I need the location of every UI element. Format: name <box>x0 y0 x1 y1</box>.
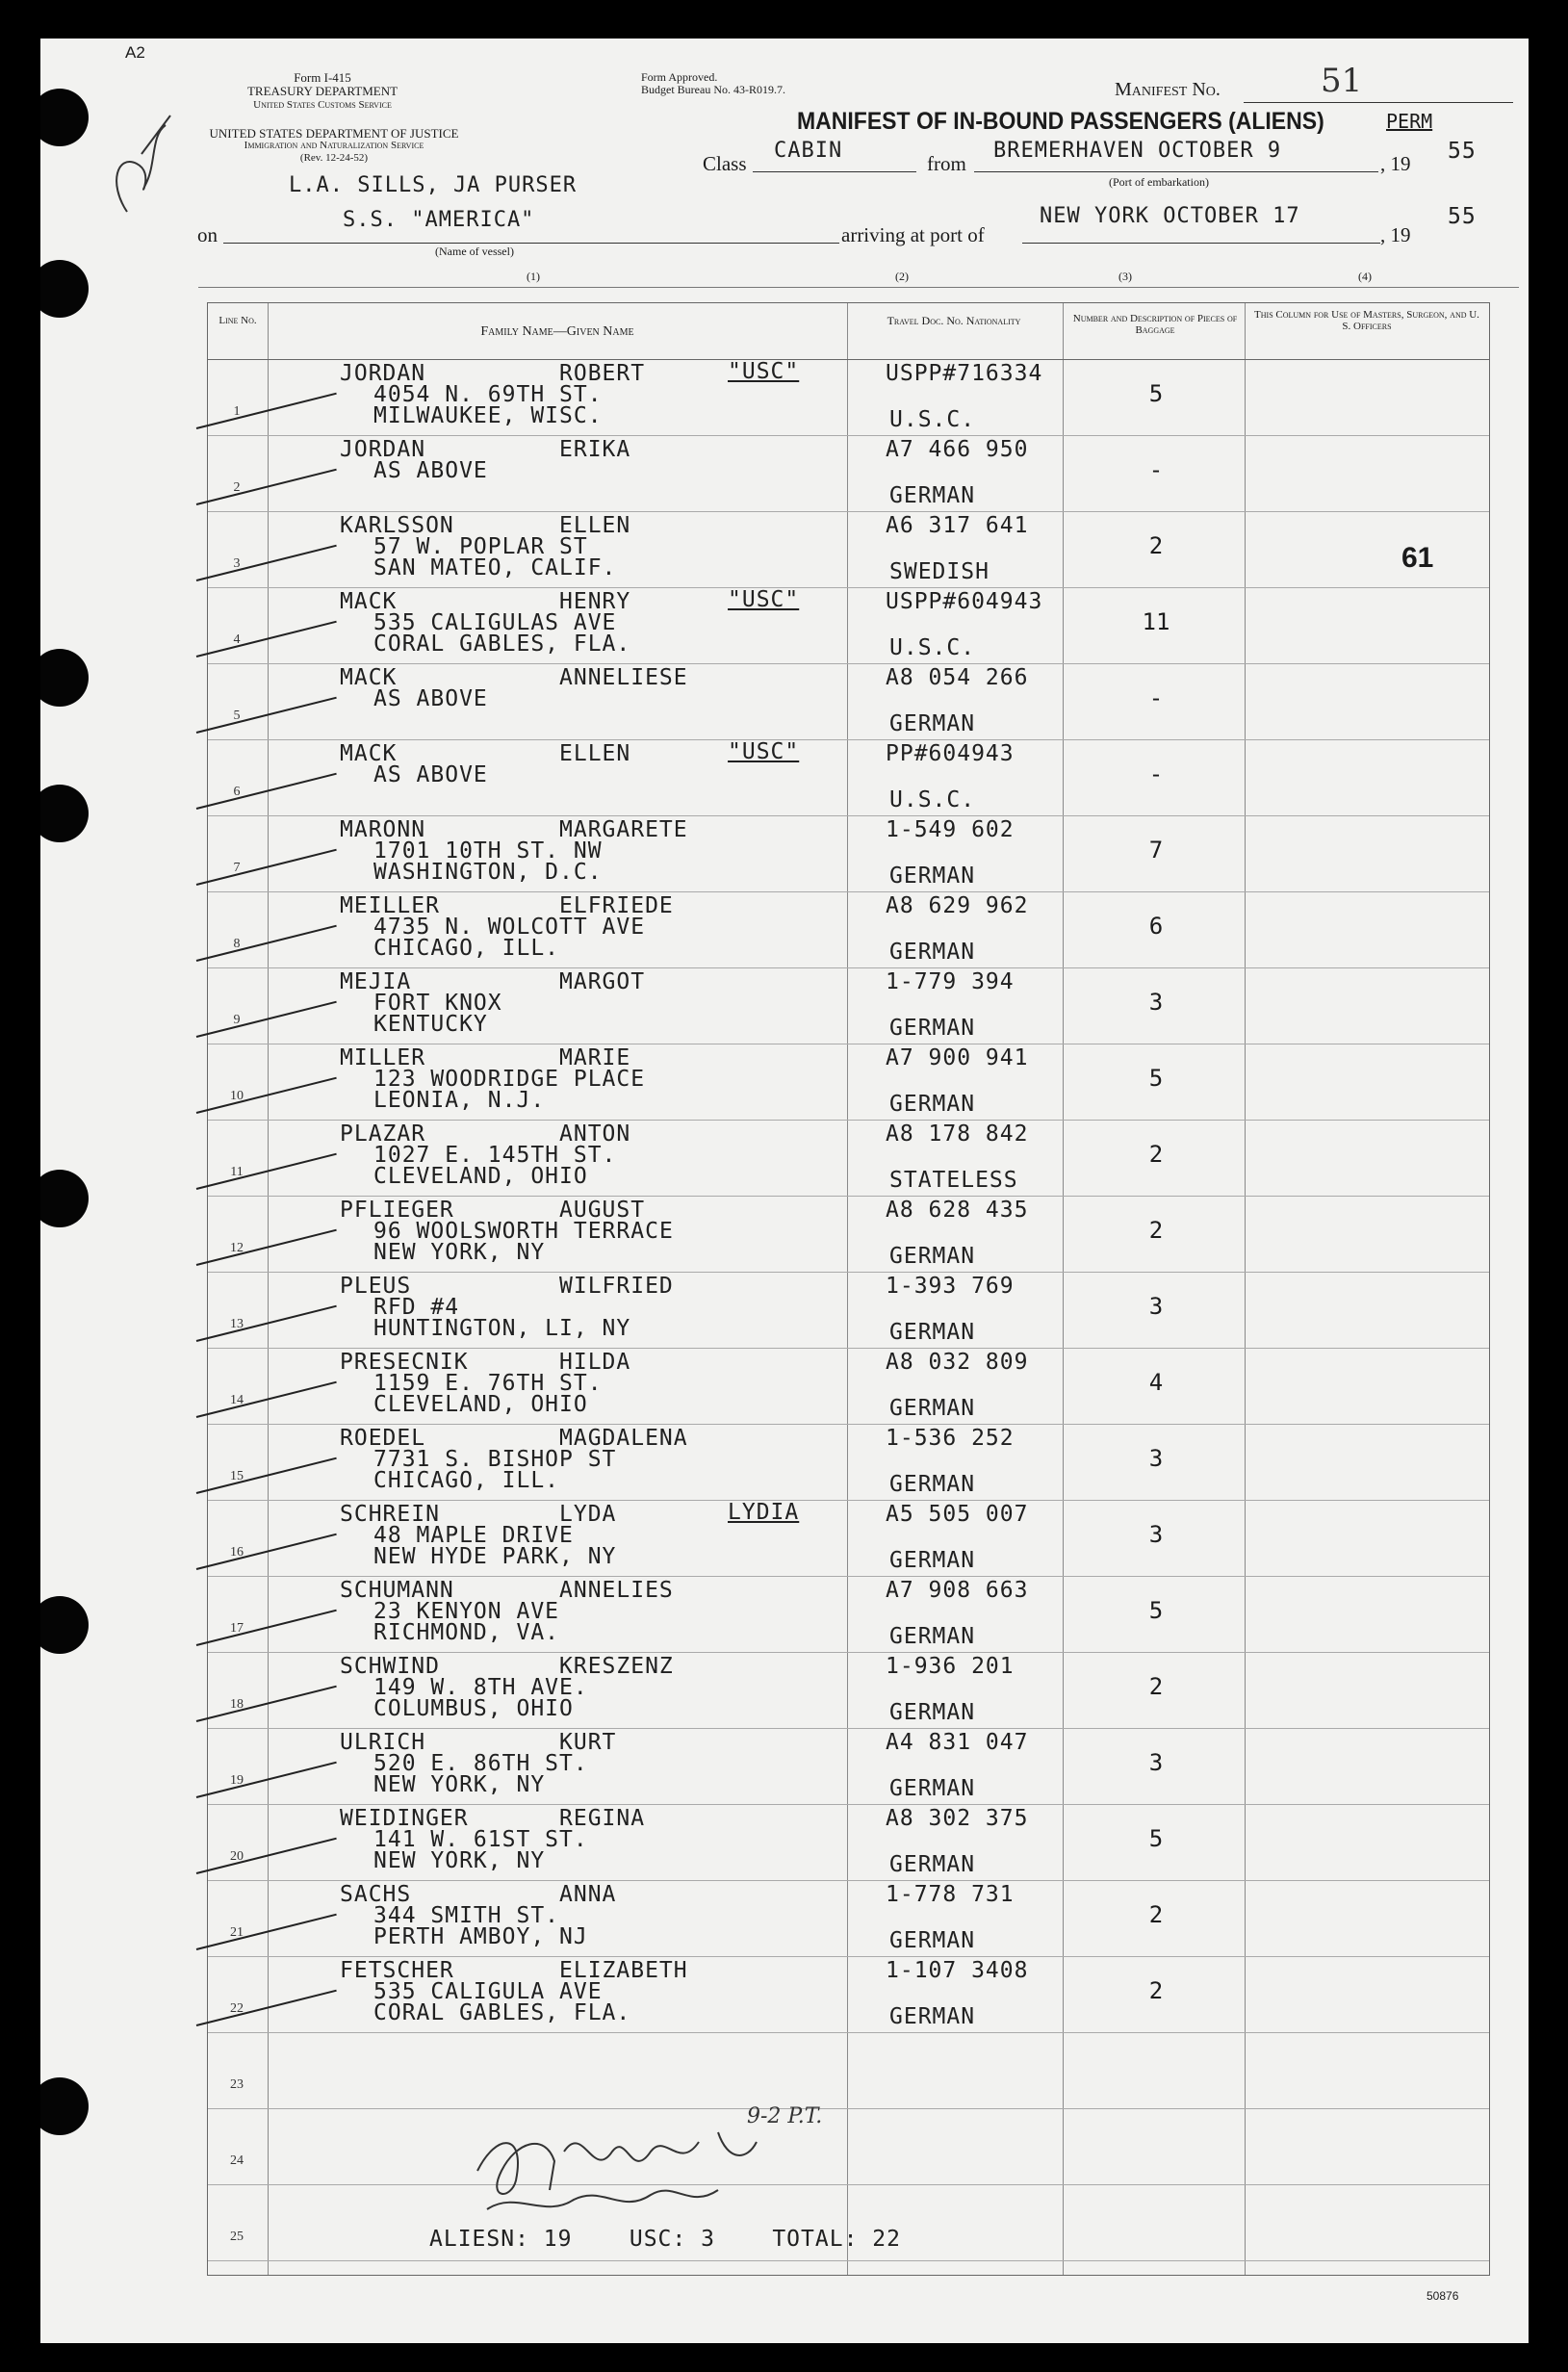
address-line-2: NEW YORK, NY <box>373 1848 546 1873</box>
table-row <box>208 1424 1489 1500</box>
table-row <box>208 1272 1489 1348</box>
line-number: 5 <box>233 709 241 723</box>
travel-doc-no: A8 302 375 <box>886 1806 1029 1831</box>
form-number: Form I-415 <box>294 70 351 85</box>
status-tag: "USC" <box>728 587 800 612</box>
port-embark-caption: (Port of embarkation) <box>1109 175 1209 189</box>
address-line-1: RFD #4 <box>373 1295 460 1320</box>
line-number: 20 <box>230 1849 244 1864</box>
line-number: 6 <box>233 785 241 799</box>
baggage-count: 2 <box>1148 532 1164 559</box>
line-number: 10 <box>230 1089 244 1103</box>
family-name: JORDAN <box>340 361 426 386</box>
family-name: MACK <box>340 589 398 614</box>
address-line-1: 4735 N. WOLCOTT AVE <box>373 915 646 940</box>
manifest-sheet <box>40 39 1529 2343</box>
line-number: 2 <box>233 480 241 495</box>
punch-hole <box>40 89 89 146</box>
table-row <box>208 587 1489 663</box>
nationality: GERMAN <box>889 483 976 508</box>
family-name: MACK <box>340 665 398 690</box>
year-arrive: 55 <box>1448 204 1477 229</box>
address-line-2: MILWAUKEE, WISC. <box>373 403 603 428</box>
family-name: SCHREIN <box>340 1502 440 1527</box>
table-row <box>208 1576 1489 1652</box>
given-name: HENRY <box>559 589 631 614</box>
address-line-1: FORT KNOX <box>373 991 502 1016</box>
given-name: ELFRIEDE <box>559 893 674 918</box>
given-name: KRESZENZ <box>559 1654 674 1679</box>
address-line-1: 57 W. POPLAR ST <box>373 534 588 559</box>
family-name: MEILLER <box>340 893 440 918</box>
travel-doc-no: USPP#716334 <box>886 361 1043 386</box>
given-name: ERIKA <box>559 437 631 462</box>
nationality: GERMAN <box>889 1472 976 1497</box>
travel-doc-no: 1-393 769 <box>886 1274 1015 1299</box>
table-row <box>208 1500 1489 1576</box>
status-tag: "USC" <box>728 359 800 384</box>
line-number: 25 <box>230 2230 244 2244</box>
address-line-2: NEW YORK, NY <box>373 1772 546 1797</box>
form-approved: Form Approved. <box>641 70 718 84</box>
line-number: 4 <box>233 632 241 647</box>
travel-doc-no: A8 629 962 <box>886 893 1029 918</box>
nationality: GERMAN <box>889 1548 976 1573</box>
nationality: U.S.C. <box>889 635 976 660</box>
punch-hole <box>40 260 89 318</box>
col-num-4: (4) <box>1358 270 1372 283</box>
address-line-2: SAN MATEO, CALIF. <box>373 555 617 580</box>
table-row <box>208 815 1489 891</box>
line-number: 13 <box>230 1317 244 1331</box>
nationality: GERMAN <box>889 1624 976 1649</box>
table-row <box>208 511 1489 587</box>
ins-service: Immigration and Naturalization Service <box>244 140 424 151</box>
baggage-count: 5 <box>1148 1065 1164 1092</box>
baggage-count: 3 <box>1148 1445 1164 1472</box>
travel-doc-no: A5 505 007 <box>886 1502 1029 1527</box>
page-label: A2 <box>125 43 145 62</box>
punch-hole <box>40 649 89 707</box>
address-line-1: 535 CALIGULA AVE <box>373 1979 603 2004</box>
family-name: JORDAN <box>340 437 426 462</box>
year-prefix-arrive: , 19 <box>1380 223 1411 246</box>
justice-block <box>194 127 474 165</box>
manifest-no-value: 51 <box>1321 62 1363 100</box>
form-footer-number: 50876 <box>1427 2289 1459 2303</box>
family-name: SACHS <box>340 1882 412 1907</box>
address-line-1: 520 E. 86TH ST. <box>373 1751 588 1776</box>
col-num-3: (3) <box>1118 270 1132 283</box>
head-line-no: Line No. <box>218 315 257 326</box>
nationality: U.S.C. <box>889 787 976 812</box>
nationality: GERMAN <box>889 864 976 889</box>
address-line-2: RICHMOND, VA. <box>373 1620 560 1645</box>
travel-doc-no: A8 032 809 <box>886 1350 1029 1375</box>
budget-bureau: Budget Bureau No. 43-R019.7. <box>641 83 785 96</box>
family-name: MARONN <box>340 817 426 842</box>
line-number: 7 <box>233 861 241 875</box>
address-line-1: 96 WOOLSWORTH TERRACE <box>373 1219 674 1244</box>
nationality: U.S.C. <box>889 407 976 432</box>
baggage-count: 2 <box>1148 1977 1164 2004</box>
line-number: 1 <box>233 404 241 419</box>
treasury-dept: TREASURY DEPARTMENT <box>246 84 398 98</box>
vessel-name: S.S. "AMERICA" <box>343 208 535 232</box>
approval-block <box>641 71 785 96</box>
col-num-1: (1) <box>527 270 540 283</box>
family-name: FETSCHER <box>340 1958 454 1983</box>
head-travel-doc: Travel Doc. No. Nationality <box>887 314 1021 327</box>
nationality: GERMAN <box>889 1776 976 1801</box>
line-number: 21 <box>230 1925 244 1940</box>
address-line-2: COLUMBUS, OHIO <box>373 1696 574 1721</box>
line-number: 14 <box>230 1393 244 1407</box>
nationality: GERMAN <box>889 1852 976 1877</box>
address-line-2: HUNTINGTON, LI, NY <box>373 1316 631 1341</box>
nationality: GERMAN <box>889 1700 976 1725</box>
address-line-2: NEW HYDE PARK, NY <box>373 1544 617 1569</box>
nationality: STATELESS <box>889 1168 1018 1193</box>
given-name: KURT <box>559 1730 617 1755</box>
travel-doc-no: PP#604943 <box>886 741 1015 766</box>
line-number: 22 <box>230 2001 244 2016</box>
baggage-count: - <box>1148 761 1164 787</box>
arriving-label: arriving at port of <box>841 223 985 246</box>
line-number: 12 <box>230 1241 244 1255</box>
given-name: AUGUST <box>559 1198 646 1223</box>
travel-doc-no: A6 317 641 <box>886 513 1029 538</box>
family-name: MACK <box>340 741 398 766</box>
punch-hole <box>40 785 89 842</box>
year-from: 55 <box>1448 139 1477 164</box>
baggage-count: 3 <box>1148 989 1164 1016</box>
address-line-1: 1027 E. 145TH ST. <box>373 1143 617 1168</box>
travel-doc-no: 1-536 252 <box>886 1426 1015 1451</box>
table-row <box>208 1044 1489 1120</box>
on-label: on <box>197 223 218 246</box>
given-name: MAGDALENA <box>559 1426 688 1451</box>
address-line-2: CLEVELAND, OHIO <box>373 1164 588 1189</box>
family-name: PFLIEGER <box>340 1198 454 1223</box>
table-row <box>208 359 1489 435</box>
address-line-1: 1701 10TH ST. NW <box>373 838 603 864</box>
line-number: 15 <box>230 1469 244 1483</box>
baggage-count: 2 <box>1148 1141 1164 1168</box>
baggage-count: 3 <box>1148 1749 1164 1776</box>
address-line-1: 141 W. 61ST ST. <box>373 1827 588 1852</box>
given-name: MARIE <box>559 1045 631 1070</box>
col-num-2: (2) <box>895 270 909 283</box>
travel-doc-no: 1-936 201 <box>886 1654 1015 1679</box>
travel-doc-no: 1-779 394 <box>886 969 1015 994</box>
line-number: 18 <box>230 1697 244 1712</box>
nationality: GERMAN <box>889 1928 976 1953</box>
baggage-count: 5 <box>1148 1597 1164 1624</box>
given-name: ANNELIESE <box>559 665 688 690</box>
line-number: 23 <box>230 2077 244 2092</box>
family-name: PRESECNIK <box>340 1350 469 1375</box>
address-line-2: CORAL GABLES, FLA. <box>373 2000 631 2025</box>
baggage-count: 3 <box>1148 1293 1164 1320</box>
nationality: GERMAN <box>889 940 976 965</box>
family-name: MILLER <box>340 1045 426 1070</box>
table-row <box>208 1956 1489 2032</box>
table-row <box>208 663 1489 739</box>
address-line-2: LEONIA, N.J. <box>373 1088 546 1113</box>
totals-line: ALIESN: 19 USC: 3 TOTAL: 22 <box>429 2227 901 2252</box>
table-row <box>208 967 1489 1044</box>
line-number: 3 <box>233 556 241 571</box>
line-number: 16 <box>230 1545 244 1560</box>
table-row <box>208 739 1489 815</box>
table-row <box>208 1348 1489 1424</box>
table-row <box>208 1728 1489 1804</box>
manifest-title: MANIFEST OF IN-BOUND PASSENGERS (ALIENS) <box>797 108 1324 135</box>
given-name: MARGARETE <box>559 817 688 842</box>
address-line-2: CHICAGO, ILL. <box>373 936 560 961</box>
family-name: SCHWIND <box>340 1654 440 1679</box>
baggage-count: 2 <box>1148 1901 1164 1928</box>
perm-stamp: PERM <box>1386 110 1433 133</box>
line-number: 24 <box>230 2153 244 2168</box>
travel-doc-no: 1-107 3408 <box>886 1958 1029 1983</box>
travel-doc-no: USPP#604943 <box>886 589 1043 614</box>
given-name: ANNELIES <box>559 1578 674 1603</box>
family-name: WEIDINGER <box>340 1806 469 1831</box>
baggage-count: 2 <box>1148 1673 1164 1700</box>
address-line-1: 535 CALIGULAS AVE <box>373 610 617 635</box>
given-name: ANTON <box>559 1122 631 1147</box>
head-baggage: Number and Description of Pieces of Baggage <box>1072 313 1238 336</box>
address-line-2: WASHINGTON, D.C. <box>373 860 603 885</box>
baggage-count: 3 <box>1148 1521 1164 1548</box>
revision-date: (Rev. 12-24-52) <box>299 152 369 164</box>
travel-doc-no: A8 054 266 <box>886 665 1029 690</box>
address-line-1: AS ABOVE <box>373 686 488 711</box>
family-name: ROEDEL <box>340 1426 426 1451</box>
family-name: PLEUS <box>340 1274 412 1299</box>
given-name: MARGOT <box>559 969 646 994</box>
table-row <box>208 1880 1489 1956</box>
baggage-count: 6 <box>1148 913 1164 940</box>
nationality: GERMAN <box>889 1016 976 1041</box>
address-line-1: 123 WOODRIDGE PLACE <box>373 1067 646 1092</box>
given-name: ELLEN <box>559 513 631 538</box>
baggage-count: 11 <box>1142 608 1170 635</box>
customs-service: United States Customs Service <box>253 99 392 111</box>
head-name: Family Name—Given Name <box>480 324 634 339</box>
address-line-2: PERTH AMBOY, NJ <box>373 1924 588 1949</box>
address-line-1: 7731 S. BISHOP ST <box>373 1447 617 1472</box>
vessel-caption: (Name of vessel) <box>435 245 514 258</box>
travel-doc-no: A8 178 842 <box>886 1122 1029 1147</box>
manifest-table <box>207 302 1490 2276</box>
baggage-count: 4 <box>1148 1369 1164 1396</box>
address-line-2: CHICAGO, ILL. <box>373 1468 560 1493</box>
line-number: 17 <box>230 1621 244 1636</box>
travel-doc-no: 1-778 731 <box>886 1882 1015 1907</box>
travel-doc-no: A7 466 950 <box>886 437 1029 462</box>
given-name: ROBERT <box>559 361 646 386</box>
arrival-value: NEW YORK OCTOBER 17 <box>1040 204 1300 228</box>
baggage-count: 5 <box>1148 1825 1164 1852</box>
address-line-1: 23 KENYON AVE <box>373 1599 560 1624</box>
family-name: ULRICH <box>340 1730 426 1755</box>
line-number: 9 <box>233 1013 241 1027</box>
punch-hole <box>40 1596 89 1654</box>
address-line-1: 48 MAPLE DRIVE <box>373 1523 574 1548</box>
nationality: GERMAN <box>889 2004 976 2029</box>
nationality: GERMAN <box>889 711 976 736</box>
address-line-1: AS ABOVE <box>373 458 488 483</box>
form-id-block <box>202 71 443 112</box>
from-value: BREMERHAVEN OCTOBER 9 <box>993 139 1282 163</box>
punch-hole <box>40 1170 89 1227</box>
travel-doc-no: A7 900 941 <box>886 1045 1029 1070</box>
family-name: PLAZAR <box>340 1122 426 1147</box>
given-name: LYDA <box>559 1502 617 1527</box>
nationality: SWEDISH <box>889 559 990 584</box>
given-name: ELIZABETH <box>559 1958 688 1983</box>
from-label: from <box>927 152 966 175</box>
travel-doc-no: A8 628 435 <box>886 1198 1029 1223</box>
margin-scribble <box>98 96 185 231</box>
year-prefix-from: , 19 <box>1380 152 1411 175</box>
travel-doc-no: A7 908 663 <box>886 1578 1029 1603</box>
baggage-count: 5 <box>1148 380 1164 407</box>
travel-doc-no: 1-549 602 <box>886 817 1015 842</box>
status-tag: "USC" <box>728 739 800 764</box>
signature <box>458 2094 862 2238</box>
address-line-1: AS ABOVE <box>373 762 488 787</box>
punch-hole <box>40 2077 89 2135</box>
status-tag: LYDIA <box>728 1500 800 1525</box>
given-name: ANNA <box>559 1882 617 1907</box>
address-line-2: CLEVELAND, OHIO <box>373 1392 588 1417</box>
given-name: ELLEN <box>559 741 631 766</box>
address-line-1: 149 W. 8TH AVE. <box>373 1675 588 1700</box>
line-number: 19 <box>230 1773 244 1788</box>
family-name: MEJIA <box>340 969 412 994</box>
address-line-2: KENTUCKY <box>373 1012 488 1037</box>
family-name: KARLSSON <box>340 513 454 538</box>
justice-dept: UNITED STATES DEPARTMENT OF JUSTICE <box>209 126 459 141</box>
nationality: GERMAN <box>889 1396 976 1421</box>
address-line-1: 344 SMITH ST. <box>373 1903 560 1928</box>
signature-note: 9-2 P.T. <box>747 2104 823 2128</box>
class-label: Class <box>703 152 747 175</box>
class-value: CABIN <box>774 139 843 163</box>
address-line-2: CORAL GABLES, FLA. <box>373 632 631 657</box>
given-name: REGINA <box>559 1806 646 1831</box>
nationality: GERMAN <box>889 1092 976 1117</box>
table-row <box>208 1652 1489 1728</box>
given-name: WILFRIED <box>559 1274 674 1299</box>
given-name: HILDA <box>559 1350 631 1375</box>
baggage-count: - <box>1148 684 1164 711</box>
baggage-count: 7 <box>1148 837 1164 864</box>
table-row <box>208 1196 1489 1272</box>
line-number: 8 <box>233 937 241 951</box>
table-row <box>208 1804 1489 1880</box>
family-name: SCHUMANN <box>340 1578 454 1603</box>
table-row <box>208 435 1489 511</box>
officer-mark: 61 <box>1401 542 1434 574</box>
address-line-2: NEW YORK, NY <box>373 1240 546 1265</box>
table-row <box>208 1120 1489 1196</box>
address-line-1: 1159 E. 76TH ST. <box>373 1371 603 1396</box>
address-line-1: 4054 N. 69TH ST. <box>373 382 603 407</box>
travel-doc-no: A4 831 047 <box>886 1730 1029 1755</box>
line-number: 11 <box>230 1165 244 1179</box>
manifest-no-label: Manifest No. <box>1115 79 1221 100</box>
nationality: GERMAN <box>889 1320 976 1345</box>
baggage-count: 2 <box>1148 1217 1164 1244</box>
purser-name: L.A. SILLS, JA PURSER <box>289 173 578 197</box>
nationality: GERMAN <box>889 1244 976 1269</box>
table-row <box>208 891 1489 967</box>
baggage-count: - <box>1148 456 1164 483</box>
head-officers: This Column for Use of Masters, Surgeon, and U. S. Officers <box>1254 309 1479 332</box>
